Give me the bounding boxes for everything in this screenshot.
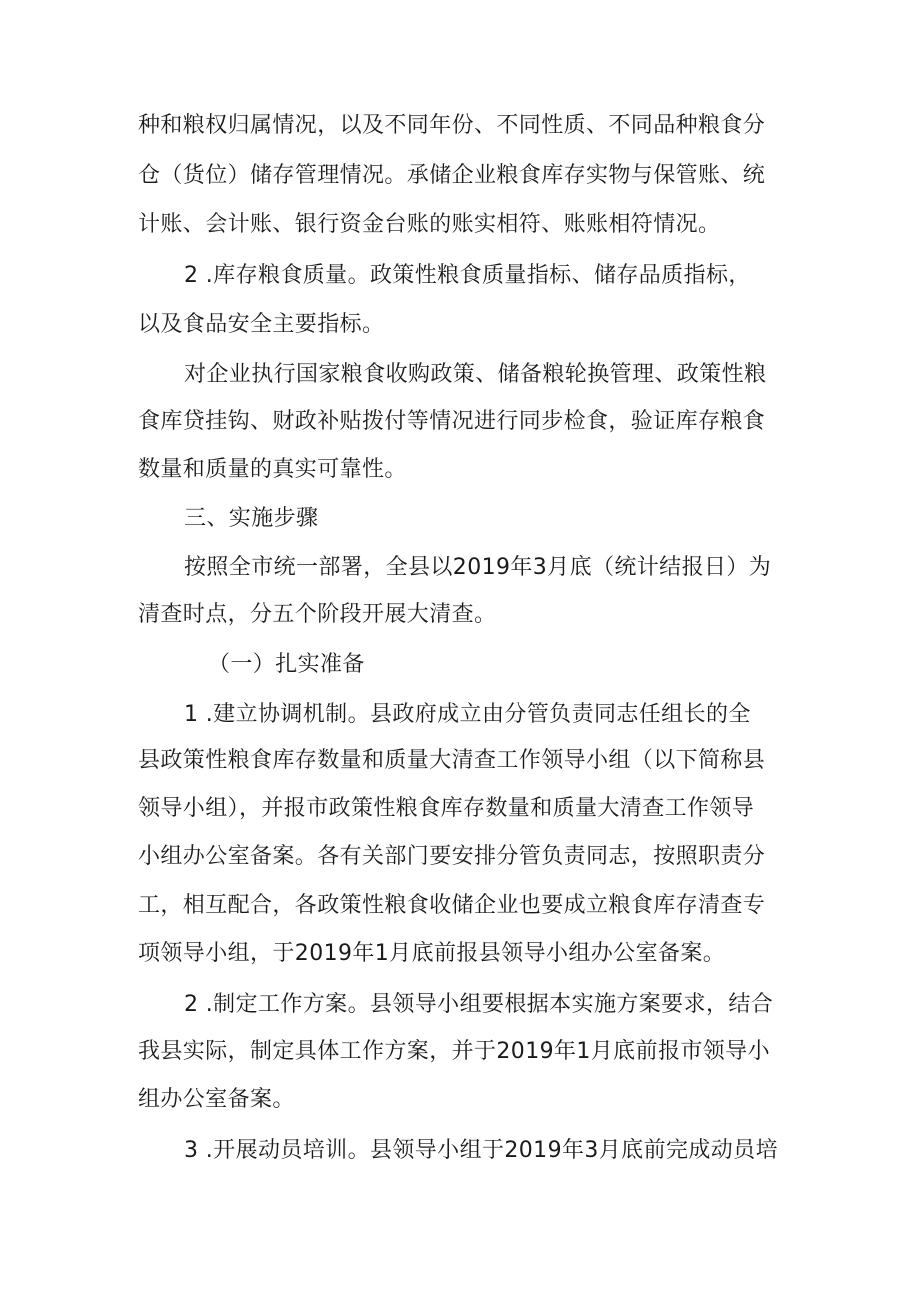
text-line: 食库贷挂钩、财政补贴拨付等情况进行同步检食，验证库存粮食 [138,409,766,434]
text-line: 项领导小组，于2019年1月底前报县领导小组办公室备案。 [138,941,726,966]
text-line: 计账、会计账、银行资金台账的账实相符、账账相符情况。 [138,212,721,237]
text-line: 县政策性粮食库存数量和质量大清查工作领导小组（以下简称县 [138,748,766,773]
text-line: 按照全市统一部署，全县以2019年3月底（统计结报日）为 [184,555,772,580]
text-line: 对企业执行国家粮食收购政策、储备粮轮换管理、政策性粮 [184,362,767,387]
text-line: 我县实际，制定具体工作方案，并于2019年1月底前报市领导小 [138,1039,770,1064]
text-line: 种和粮权归属情况，以及不同年份、不同性质、不同品种粮食分 [138,113,766,138]
text-line: 工，相互配合，各政策性粮食收储企业也要成立粮食库存清查专 [138,893,766,918]
subsection-heading: （一）扎实准备 [208,652,365,677]
text-line: 仓（货位）储存管理情况。承储企业粮食库存实物与保管账、统 [138,163,766,188]
text-line: 3 .开展动员培训。县领导小组于2019年3月底前完成动员培 [184,1138,778,1163]
text-line: 2 .制定工作方案。县领导小组要根据本实施方案要求，结合 [184,992,774,1017]
text-line: 清查时点，分五个阶段开展大清查。 [138,602,497,627]
text-line: 组办公室备案。 [138,1087,295,1112]
text-line: 小组办公室备案。各有关部门要安排分管负责同志，按照职责分 [138,844,766,869]
text-line: 数量和质量的真实可靠性。 [138,457,407,482]
text-line: 1 .建立协调机制。县政府成立由分管负责同志任组长的全 [184,702,751,727]
text-line: 以及食品安全主要指标。 [138,312,385,337]
section-heading: 三、实施步骤 [184,506,319,531]
text-line: 2 .库存粮食质量。政策性粮食质量指标、储存品质指标， [184,263,751,288]
text-line: 领导小组），并报市政策性粮食库存数量和质量大清查工作领导 [138,796,755,821]
